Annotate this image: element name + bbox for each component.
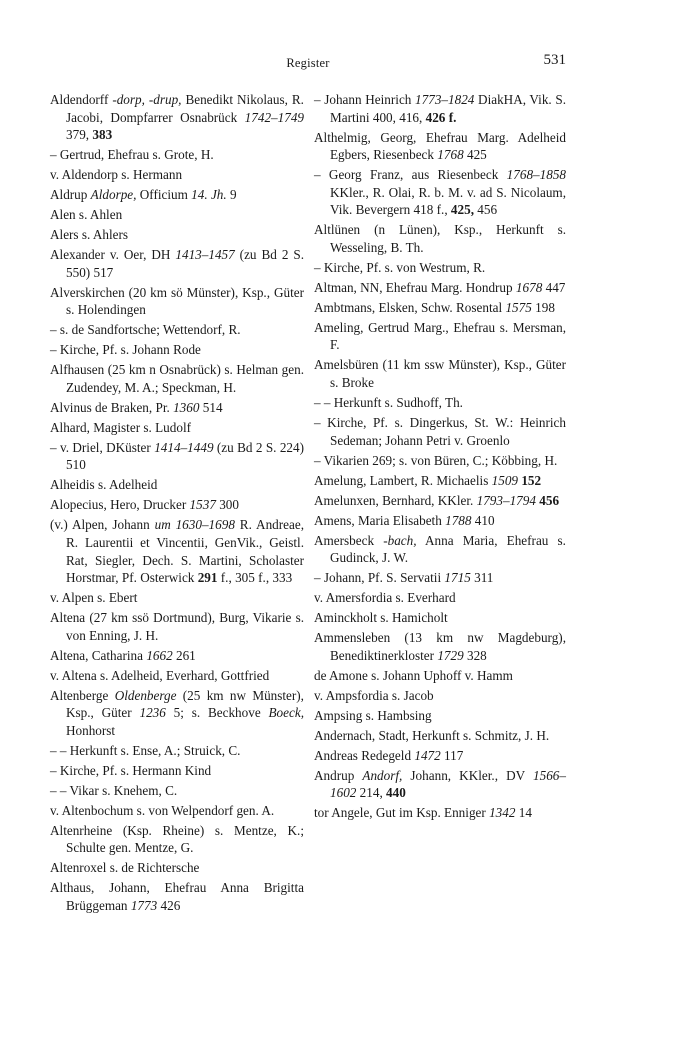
index-entry	[314, 299, 566, 317]
entry-text: Amelsbüren (11 km ssw Münster), Ksp., Güter s. Broke	[314, 357, 566, 391]
index-entry	[314, 91, 566, 126]
index-entry	[50, 822, 304, 857]
index-entry	[314, 452, 566, 470]
entry-text: Aminckholt s. Hamicholt	[314, 610, 448, 626]
index-entry	[50, 206, 304, 224]
index-entry	[50, 361, 304, 396]
page-number: 531	[543, 52, 566, 68]
entry-text: Aldrup	[50, 187, 91, 203]
entry-text: Altlünen (n Lünen), Ksp., Herkunft s. Wesseling, B. Th.	[314, 222, 566, 255]
entry-text: 9	[226, 187, 237, 203]
index-entry	[314, 394, 566, 412]
entry-text: – Kirche, Pf. s. von Westrum, R.	[314, 259, 486, 275]
entry-text: v. Ampsfordia s. Jacob	[314, 687, 434, 703]
index-entry	[314, 279, 566, 297]
index-entry	[314, 804, 566, 822]
entry-text: Alexander v. Oer, DH	[50, 247, 176, 263]
entry-text: 426	[157, 897, 181, 913]
entry-text: Ameling, Gertrud Marg., Ehefrau s. Mersman, F.	[314, 319, 566, 353]
entry-text: 1236	[139, 705, 166, 721]
index-entry	[314, 667, 566, 685]
entry-text: Ampsing s. Hambsing	[314, 707, 432, 723]
index-entry	[50, 647, 304, 665]
entry-text: Andreas Redegeld	[314, 747, 415, 763]
index-entry	[314, 532, 566, 567]
entry-text: 410	[471, 512, 495, 528]
entry-text: Amelung, Lambert, R. Michaelis	[314, 472, 492, 488]
entry-text: (v.) Alpen, Johann	[50, 517, 155, 533]
index-entry	[314, 166, 566, 219]
entry-text: Anna Maria, Ehefrau s. Gudinck, J. W.	[330, 532, 566, 566]
entry-text: – – Herkunft s. Sudhoff, Th.	[314, 395, 463, 411]
entry-text: 1537	[189, 497, 216, 513]
entry-text: DiakHA, Vik. S. Martini 400, 416,	[330, 92, 566, 125]
entry-text: 1413–1457	[175, 247, 235, 263]
entry-text: Andorf,	[362, 767, 403, 783]
entry-text: Amelunxen, Bernhard, KKler.	[314, 492, 477, 508]
entry-text: – Georg Franz, aus Riesenbeck	[314, 167, 507, 183]
index-entry	[314, 356, 566, 391]
entry-text: Ambtmans, Elsken, Schw. Rosental	[314, 299, 506, 315]
index-entry	[314, 727, 566, 745]
entry-text: -dorp, -drup,	[112, 92, 182, 107]
entry-text: Alers s. Ahlers	[50, 227, 129, 243]
index-entry	[314, 512, 566, 530]
index-entry	[50, 419, 304, 437]
index-entry	[314, 492, 566, 510]
entry-text: 117	[440, 747, 464, 763]
entry-text: 14	[515, 805, 532, 821]
index-entry	[314, 259, 566, 277]
entry-text: Altman, NN, Ehefrau Marg. Hondrup	[314, 279, 516, 295]
entry-text: 456	[474, 202, 498, 218]
entry-text: – Kirche, Pf. s. Hermann Kind	[50, 762, 212, 778]
index-entry	[50, 742, 304, 760]
entry-text: Amens, Maria Elisabeth	[314, 512, 446, 528]
index-entry	[50, 782, 304, 800]
entry-text: 1788	[445, 512, 472, 528]
entry-text: 1742–1749	[244, 109, 304, 125]
entry-text: – Johann Heinrich	[314, 92, 416, 107]
entry-text: Althaus, Johann, Ehefrau Anna Brigitta Brüggeman	[50, 880, 304, 913]
index-entry	[50, 802, 304, 820]
index-entry	[50, 496, 304, 514]
entry-text: Alvinus de Braken, Pr.	[50, 399, 174, 415]
index-entry	[50, 879, 304, 914]
index-entry	[50, 439, 304, 474]
entry-text: Aldorpe,	[90, 187, 137, 203]
entry-text: 14. Jh.	[191, 187, 227, 203]
index-entry	[50, 687, 304, 740]
entry-text: Boeck,	[268, 705, 305, 721]
index-entry	[314, 747, 566, 765]
index-entry	[314, 589, 566, 607]
entry-text: 261	[172, 647, 196, 663]
entry-text: 152	[521, 472, 542, 488]
entry-text: Johann, KKler., DV	[402, 767, 534, 783]
entry-text: v. Altena s. Adelheid, Everhard, Gottfried	[50, 667, 270, 683]
entry-text: 456	[539, 492, 560, 508]
index-entry	[314, 707, 566, 725]
entry-text: R. Andreae, R. Laurentii et Vincentii, GenVik., Geistl. Rat, Siegler, Dech. S. Martini, Scholaster Horstmar, Pf. Osterwick	[66, 517, 305, 586]
entry-text: 1729	[437, 647, 464, 663]
entry-text: Altenroxel s. de Richtersche	[50, 860, 200, 876]
index-entry	[50, 146, 304, 164]
entry-text: – Johann, Pf. S. Servatii	[314, 570, 445, 586]
entry-text: Alfhausen (25 km n Osnabrück) s. Helman gen. Zudendey, M. A.; Speckman, H.	[50, 362, 304, 395]
entry-text: 383	[92, 127, 113, 143]
entry-text: Amersbeck	[314, 532, 384, 548]
entry-text: Oldenberge	[114, 687, 177, 703]
entry-text: 1678	[515, 279, 543, 295]
entry-text: Ammensleben (13 km nw Magdeburg), Benediktinerkloster	[314, 630, 566, 663]
entry-text: Alhard, Magister s. Ludolf	[50, 419, 192, 435]
entry-text: 425,	[450, 202, 474, 218]
entry-text: – Kirche, Pf. s. Dingerkus, St. W.: Heinrich Sedeman; Johann Petri v. Groenlo	[314, 415, 566, 448]
entry-text: 1768	[437, 147, 464, 163]
entry-text: – – Vikar s. Knehem, C.	[50, 782, 178, 798]
index-entry	[50, 166, 304, 184]
entry-text: 1342	[489, 805, 516, 821]
entry-text: 328	[463, 647, 487, 663]
entry-text: 1509	[491, 472, 519, 488]
entry-text: 1793–1794	[476, 492, 536, 508]
entry-text: um 1630–1698	[154, 517, 235, 533]
entry-text: 214,	[356, 785, 387, 801]
index-entry	[50, 589, 304, 607]
index-entry	[50, 246, 304, 281]
entry-text: 291	[197, 570, 218, 586]
index-entry	[314, 129, 566, 164]
entry-text: 1575	[505, 299, 532, 315]
index-entry	[314, 414, 566, 449]
index-entry	[50, 91, 304, 144]
index-entry	[314, 221, 566, 256]
entry-text: Benedikt Nikolaus, R. Jacobi, Dompfarrer Osnabrück	[66, 92, 304, 125]
entry-text: tor Angele, Gut im Ksp. Enniger	[314, 805, 490, 821]
entry-text: -bach,	[383, 532, 417, 548]
index-entry	[314, 319, 566, 354]
index-entry	[314, 687, 566, 705]
index-entry	[314, 472, 566, 490]
index-entry	[50, 476, 304, 494]
index-entry	[50, 186, 304, 204]
entry-text: 300	[215, 497, 239, 513]
running-title: Register	[286, 56, 330, 70]
index-entry	[314, 767, 566, 802]
entry-text: v. Aldendorp s. Hermann	[50, 167, 183, 183]
entry-text: 447	[542, 279, 566, 295]
entry-text: Altena (27 km ssö Dortmund), Burg, Vikarie s. von Enning, J. H.	[50, 610, 304, 643]
index-entry	[50, 859, 304, 877]
page-header	[50, 52, 566, 74]
entry-text: KKler., R. Olai, R. b. M. v. ad S. Nicolaum, Vik. Bevergern 418 f.,	[330, 184, 566, 218]
index-column-right	[314, 91, 566, 824]
index-entry	[50, 609, 304, 644]
index-entry	[50, 284, 304, 319]
entry-text: 440	[386, 785, 406, 801]
entry-text: Althelmig, Georg, Ehefrau Marg. Adelheid Egbers, Riesenbeck	[314, 129, 566, 163]
entry-text: – v. Driel, DKüster	[50, 439, 155, 455]
index-entry	[314, 609, 566, 627]
entry-text: – – Herkunft s. Ense, A.; Struick, C.	[50, 742, 241, 758]
index-entry	[50, 321, 304, 339]
entry-text: – Vikarien 269; s. von Büren, C.; Köbbing, H.	[314, 452, 558, 468]
entry-text: Altena, Catharina	[50, 647, 147, 663]
index-entry	[50, 762, 304, 780]
entry-text: Altenrheine (Ksp. Rheine) s. Mentze, K.; Schulte gen. Mentze, G.	[50, 822, 304, 856]
entry-text: 514	[199, 399, 223, 415]
entry-text: 1768–1858	[506, 167, 566, 183]
entry-text: 198	[531, 299, 555, 315]
index-entry	[50, 226, 304, 244]
entry-text: Alen s. Ahlen	[50, 207, 123, 223]
entry-text: Altenberge	[50, 687, 115, 703]
entry-text: 1360	[173, 399, 200, 415]
entry-text: v. Amersfordia s. Everhard	[314, 590, 456, 606]
entry-text: (zu Bd 2 S. 550) 517	[66, 247, 304, 280]
entry-text: Alheidis s. Adelheid	[50, 477, 158, 493]
entry-text: f., 305 f., 333	[217, 570, 293, 586]
index-entry	[50, 399, 304, 417]
entry-text: de Amone s. Johann Uphoff v. Hamm	[314, 667, 513, 683]
entry-text: – s. de Sandfortsche; Wettendorf, R.	[50, 322, 241, 338]
entry-text: 1715	[444, 570, 471, 586]
entry-text: 311	[470, 570, 494, 586]
index-entry	[50, 341, 304, 359]
entry-text: 1472	[414, 747, 441, 763]
entry-text: (25 km nw Münster), Ksp., Güter	[66, 687, 304, 721]
entry-text: 1662	[146, 647, 173, 663]
entry-text: v. Alpen s. Ebert	[50, 590, 138, 606]
entry-text: – Kirche, Pf. s. Johann Rode	[50, 342, 201, 358]
entry-text: v. Altenbochum s. von Welpendorf gen. A.	[50, 802, 275, 818]
index-entry	[50, 667, 304, 685]
entry-text: 425	[463, 147, 487, 163]
entry-text: 1566–1602	[330, 767, 566, 801]
index-entry	[314, 569, 566, 587]
entry-text: Honhorst	[66, 722, 116, 738]
entry-text: Alopecius, Hero, Drucker	[50, 497, 190, 513]
entry-text: (zu Bd 2 S. 224) 510	[66, 439, 304, 473]
index-entry	[50, 516, 304, 586]
entry-text: 379,	[66, 127, 93, 143]
entry-text: – Gertrud, Ehefrau s. Grote, H.	[50, 147, 214, 163]
index-column-left	[50, 91, 304, 917]
entry-text: 1414–1449	[154, 439, 214, 455]
entry-text: Aldendorff	[50, 92, 113, 107]
entry-text: Andernach, Stadt, Herkunft s. Schmitz, J. H.	[314, 727, 550, 743]
index-entry	[314, 629, 566, 664]
entry-text: 1773–1824	[415, 92, 475, 107]
entry-text: Alverskirchen (20 km sö Münster), Ksp., Güter s. Holendingen	[50, 284, 304, 318]
entry-text: 5; s. Beckhove	[165, 705, 269, 721]
entry-text: Officium	[136, 187, 192, 203]
entry-text: 426 f.	[425, 109, 457, 125]
entry-text: Andrup	[314, 767, 363, 783]
entry-text: 1773	[130, 897, 158, 913]
